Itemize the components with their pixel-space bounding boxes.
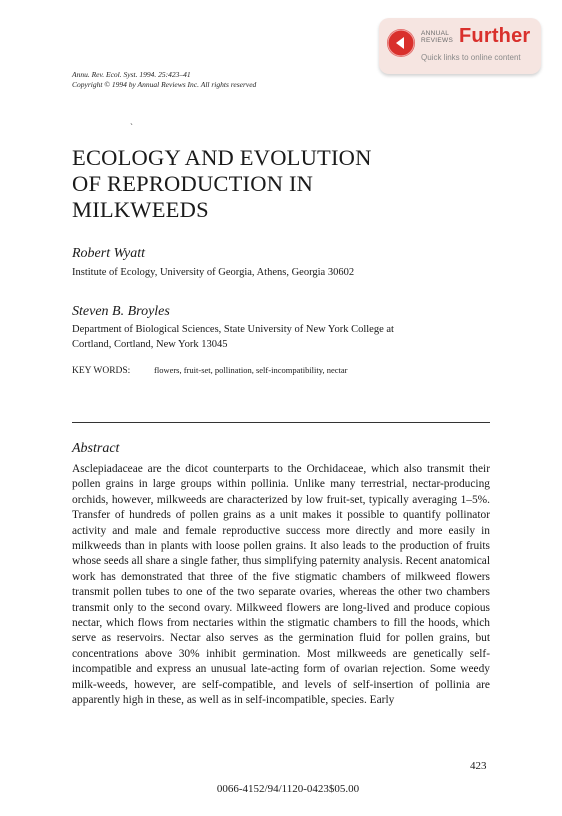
annual-reviews-wordmark: ANNUAL REVIEWS [421, 30, 454, 44]
title-line: OF REPRODUCTION IN [72, 171, 314, 196]
keywords-list: flowers, fruit-set, pollination, self-incompatibility, nectar [154, 365, 348, 375]
abstract-text: Asclepiadaceae are the dicot counterparts to the Orchidaceae, which also transmit their pollen grains in large groups within pollinia. Unlike many terrestrial, nectar-producing orchids, however, milkweeds are characterized by low fruit-set, typically averaging 1–5%. Transfer of hundreds of pollen grains as a unit makes it possible to quantify pollinator activity and male and female reproductive success more directly and more easily in milkweeds than in plants with loose pollen grains. It also leads to the production of fruits whose seeds all share a single father, thus simplifying paternity analysis. Recent anatomical work has demonstrated that three of the five stigmatic chambers of milkweed flowers transmit pollen tubes to one of the two separate ovaries, whereas the other two chambers transmit only to the second ovary. Milkweed flowers are long-lived and produce copious nectar, which flows from nectaries within the stigmatic chambers to fill the hoods, which serve as reservoirs. Nectar also serves as the germination fluid for pollen grains, but concentrations above 30% inhibit germination. Most milkweeds are genetically self-incompatible and express an unusual late-acting form of ovarian rejection. Some weedy milk-weeds, however, are self-compatible, and levels of self-insertion of pollinia are apparently high in these, as well as in self-incompatible, species. Early [72, 463, 490, 707]
journal-citation: Annu. Rev. Ecol. Syst. 1994. 25:423–41 [72, 70, 191, 79]
affiliation-line: Institute of Ecology, University of Georgia, Athens, Georgia 30602 [72, 267, 355, 278]
further-wordmark: Further [459, 25, 531, 47]
page-number: 423 [470, 760, 487, 772]
title-line: MILKWEEDS [72, 197, 209, 222]
author-affiliation [72, 265, 492, 280]
keywords-label: KEY WORDS: [72, 366, 131, 376]
article-title [72, 145, 492, 223]
annual-reviews-further-badge[interactable] [379, 18, 541, 74]
author-name: Steven B. Broyles [72, 304, 170, 319]
affiliation-line: Department of Biological Sciences, State University of New York College at [72, 324, 394, 335]
affiliation-line: Cortland, Cortland, New York 13045 [72, 339, 228, 350]
section-divider [72, 422, 490, 423]
abstract-heading: Abstract [72, 441, 120, 456]
journal-copyright: Copyright © 1994 by Annual Reviews Inc. All rights reserved [72, 80, 257, 89]
title-line: ECOLOGY AND EVOLUTION [72, 145, 372, 170]
journal-reference [72, 70, 256, 90]
keywords [72, 365, 347, 376]
author-name: Robert Wyatt [72, 246, 145, 261]
stray-mark: ` [130, 122, 133, 132]
price-code: 0066-4152/94/1120-0423$05.00 [216, 783, 360, 795]
author-affiliation [72, 322, 492, 352]
annual-reviews-logo-icon [387, 29, 415, 57]
quick-links-caption: Quick links to online content [421, 53, 521, 62]
